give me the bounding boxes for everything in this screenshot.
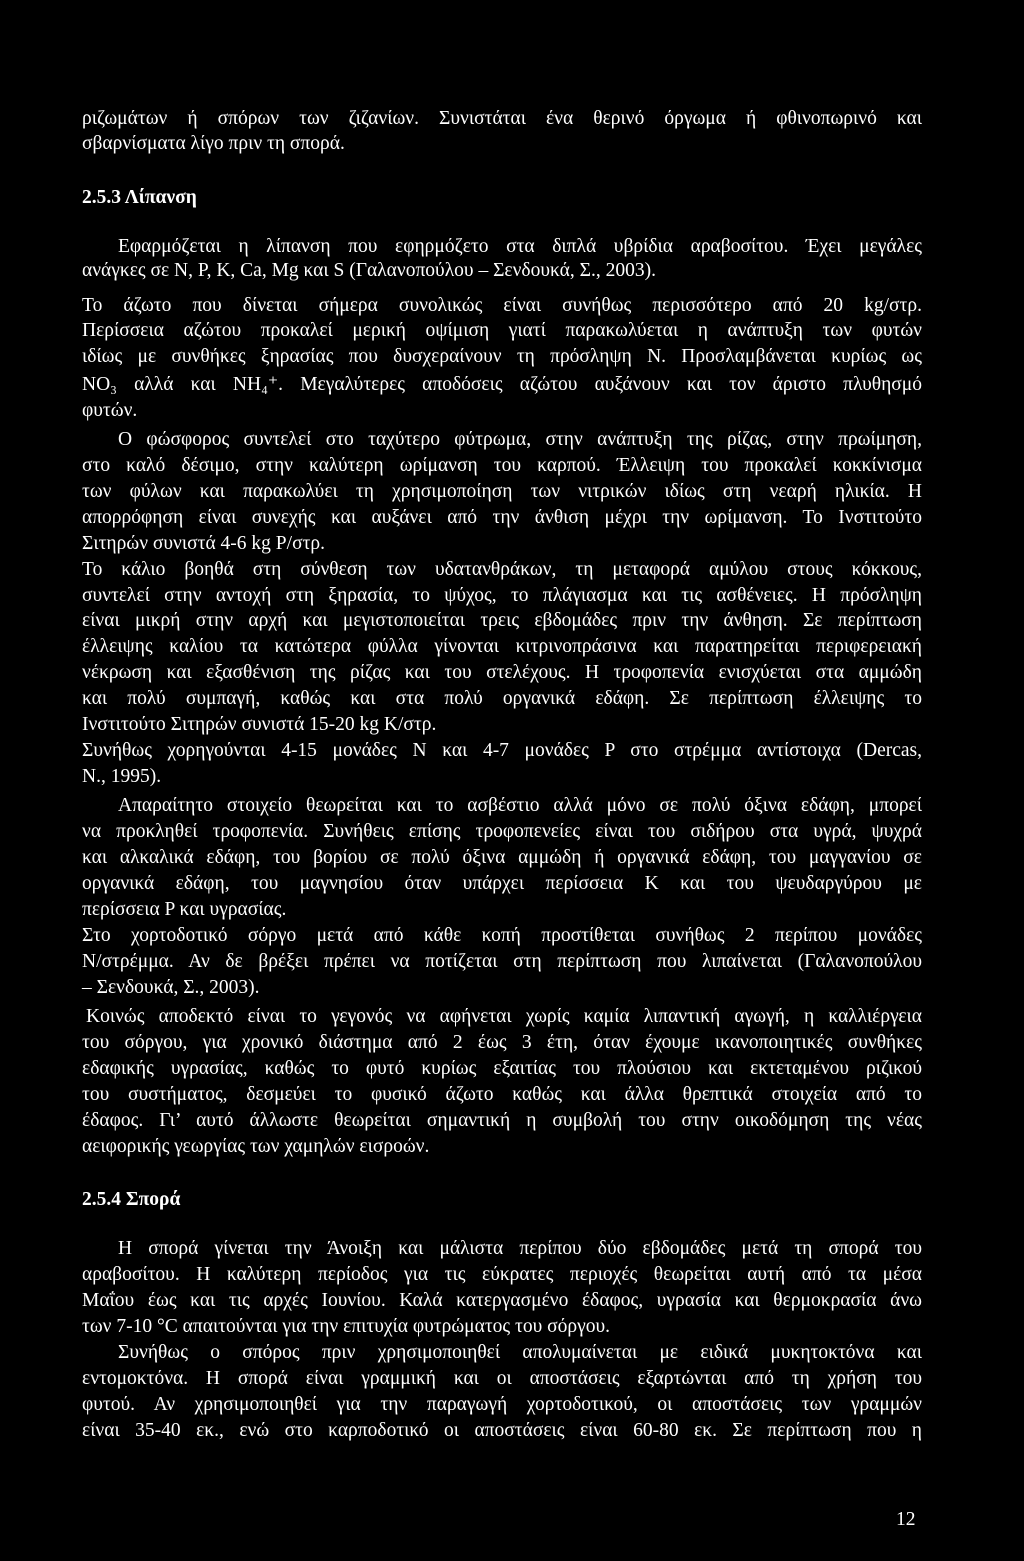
page-number: 12 (896, 1509, 916, 1530)
text-line: Απαραίτητο στοιχείο θεωρείται και το ασβέστιο αλλά μόνο σε πολύ όξινα εδάφη, μπορεί (118, 795, 922, 816)
text-line: N/στρέμμα. Αν δε βρέξει πρέπει να ποτίζεται στη περίπτωση που λιπαίνεται (Γαλανοπούλου (82, 951, 922, 972)
text-line: Συνήθως χορηγούνται 4-15 μονάδες N και 4-7 μονάδες P στο στρέμμα αντίστοιχα (Dercas, (82, 740, 922, 761)
text-line: του σόργου, για χρονικό διάστημα από 2 έως 3 έτη, όταν έχουμε ικανοποιητικές συνθήκες (82, 1032, 922, 1053)
text-line: είναι μικρή στην αρχή και μεγιστοποιείται τρεις εβδομάδες πριν την άνθηση. Σε περίπτωση (82, 610, 922, 631)
text-line: Στο χορτοδοτικό σόργο μετά από κάθε κοπή προστίθεται συνήθως 2 περίπου μονάδες (82, 925, 922, 946)
text-line: έλλειψης καλίου τα κατώτερα φύλλα γίνονται κιτρινοπράσινα και παρατηρείται περιφερειακή (82, 636, 922, 657)
text-line: Εφαρμόζεται η λίπανση που εφηρμόζετο στα διπλά υβρίδια αραβοσίτου. Έχει μεγάλες (118, 236, 922, 257)
text-line: Το κάλιο βοηθά στη σύνθεση των υδατανθράκων, τη μεταφορά αμύλου στους κόκκους, (82, 559, 922, 580)
text-line: και αλκαλικά εδάφη, του βορίου σε πολύ όξινα αμμώδη ή οργανικά εδάφη, του μαγγανίου σε (82, 847, 922, 868)
text-line: ιδίως με συνθήκες ξηρασίας που δυσχεραίνουν τη πρόσληψη N. Προσλαμβάνεται κυρίως ως (82, 346, 922, 367)
text-line: ανάγκες σε N, P, K, Ca, Mg και S (Γαλανοπούλου – Σενδουκά, Σ., 2003). (82, 260, 656, 281)
text-line: είναι 35-40 εκ., ενώ στο καρποδοτικό οι αποστάσεις είναι 60-80 εκ. Σε περίπτωση που η (82, 1420, 922, 1441)
text-line: αραβοσίτου. Η καλύτερη περίοδος για τις εύκρατες περιοχές θεωρείται αυτή από τα μέσα (82, 1264, 922, 1285)
section-heading-sowing: 2.5.4 Σπορά (82, 1189, 181, 1210)
text-line: φυτών. (82, 400, 138, 421)
text-line: έδαφος. Γι’ αυτό άλλωστε θεωρείται σημαντική η συμβολή του στην οικοδόμηση της νέας (82, 1110, 922, 1131)
text-line: εδαφικής υγρασίας, καθώς το φυτό κυρίως εξαιτίας του πλούσιου και εκτεταμένου ριζικού (82, 1058, 922, 1079)
text-line: Συνήθως ο σπόρος πριν χρησιμοποιηθεί απολυμαίνεται με ειδικά μυκητοκτόνα και (118, 1342, 922, 1363)
text-line: Η σπορά γίνεται την Άνοιξη και μάλιστα περίπου δύο εβδομάδες μετά τη σπορά του (118, 1238, 922, 1259)
section-heading-fertilization: 2.5.3 Λίπανση (82, 187, 197, 208)
text-line: σβαρνίσματα λίγο πριν τη σπορά. (82, 133, 345, 154)
text-line: των φύλων και παρακωλύει τη χρησιμοποίηση των νιτρικών ιδίως στη νεαρή ηλικία. Η (82, 481, 922, 502)
text-line: του συστήματος, δεσμεύει το φυσικό άζωτο καθώς και άλλα θρεπτικά στοιχεία από το (82, 1084, 922, 1105)
text-line: στο καλό δέσιμο, στην καλύτερη ωρίμανση του καρπού. Έλλειψη του προκαλεί κοκκίνισμα (82, 455, 922, 476)
text-line: των 7-10 °C απαιτούνται για την επιτυχία φυτρώματος του σόργου. (82, 1316, 611, 1337)
text-line: Το άζωτο που δίνεται σήμερα συνολικώς είναι συνήθως περισσότερο από 20 kg/στρ. (82, 295, 922, 316)
text-line: απορρόφηση είναι συνεχής και αυξάνει από την άνθιση μέχρι την ωρίμανση. Το Ινστιτούτο (82, 507, 922, 528)
text-line: Ο φώσφορος συντελεί στο ταχύτερο φύτρωμα, στην ανάπτυξη της ρίζας, στην πρωίμηση, (118, 429, 922, 450)
text-line: οργανικά εδάφη, του μαγνησίου όταν υπάρχει περίσσεια K και του ψευδαργύρου με (82, 873, 922, 894)
text-line: Σιτηρών συνιστά 4-6 kg P/στρ. (82, 533, 326, 554)
text-line: εντομοκτόνα. Η σπορά είναι γραμμική και οι αποστάσεις εξαρτώνται από τη χρήση του (82, 1368, 922, 1389)
text-line: περίσσεια P και υγρασίας. (82, 899, 287, 920)
text-line: – Σενδουκά, Σ., 2003). (82, 977, 260, 998)
text-line: Μαΐου έως και τις αρχές Ιουνίου. Καλά κατεργασμένο έδαφος, υγρασία και θερμοκρασία άνω (82, 1290, 922, 1311)
text-line: N., 1995). (82, 766, 162, 787)
text-line: Ινστιτούτο Σιτηρών συνιστά 15-20 kg K/στρ. (82, 714, 437, 735)
text-line: ριζωμάτων ή σπόρων των ζιζανίων. Συνιστάται ένα θερινό όργωμα ή φθινοπωρινό και (82, 108, 922, 129)
text-line: φυτού. Αν χρησιμοποιηθεί για την παραγωγή χορτοδοτικού, οι αποστάσεις των γραμμών (82, 1394, 922, 1415)
text-line: Περίσσεια αζώτου προκαλεί μερική οψίμιση γιατί παρακωλύεται η ανάπτυξη των φυτών (82, 320, 922, 341)
text-line: NO₃ αλλά και NH₄⁺. Μεγαλύτερες αποδόσεις αζώτου αυξάνουν και τον άριστο πλυθησμό (82, 374, 922, 395)
text-line: αειφορικής γεωργίας των χαμηλών εισροών. (82, 1136, 430, 1157)
text-line: συντελεί στην αντοχή στη ξηρασία, το ψύχος, το πλάγιασμα και τις ασθένειες. Η πρόσληψη (82, 585, 922, 606)
text-line: και πολύ συμπαγή, καθώς και στα πολύ οργανικά εδάφη. Σε περίπτωση έλλειψης το (82, 688, 922, 709)
text-line: να προκληθεί τροφοπενία. Συνήθεις επίσης τροφοπενείες είναι του σιδήρου στα υγρά, ψυχρά (82, 821, 922, 842)
text-line: νέκρωση και εξασθένιση της ρίζας και του στελέχους. Η τροφοπενία ενισχύεται στα αμμώδη (82, 662, 922, 683)
text-line: Κοινώς αποδεκτό είναι το γεγονός να αφήνεται χωρίς καμία λιπαντική αγωγή, η καλλιέργεια (86, 1006, 922, 1027)
